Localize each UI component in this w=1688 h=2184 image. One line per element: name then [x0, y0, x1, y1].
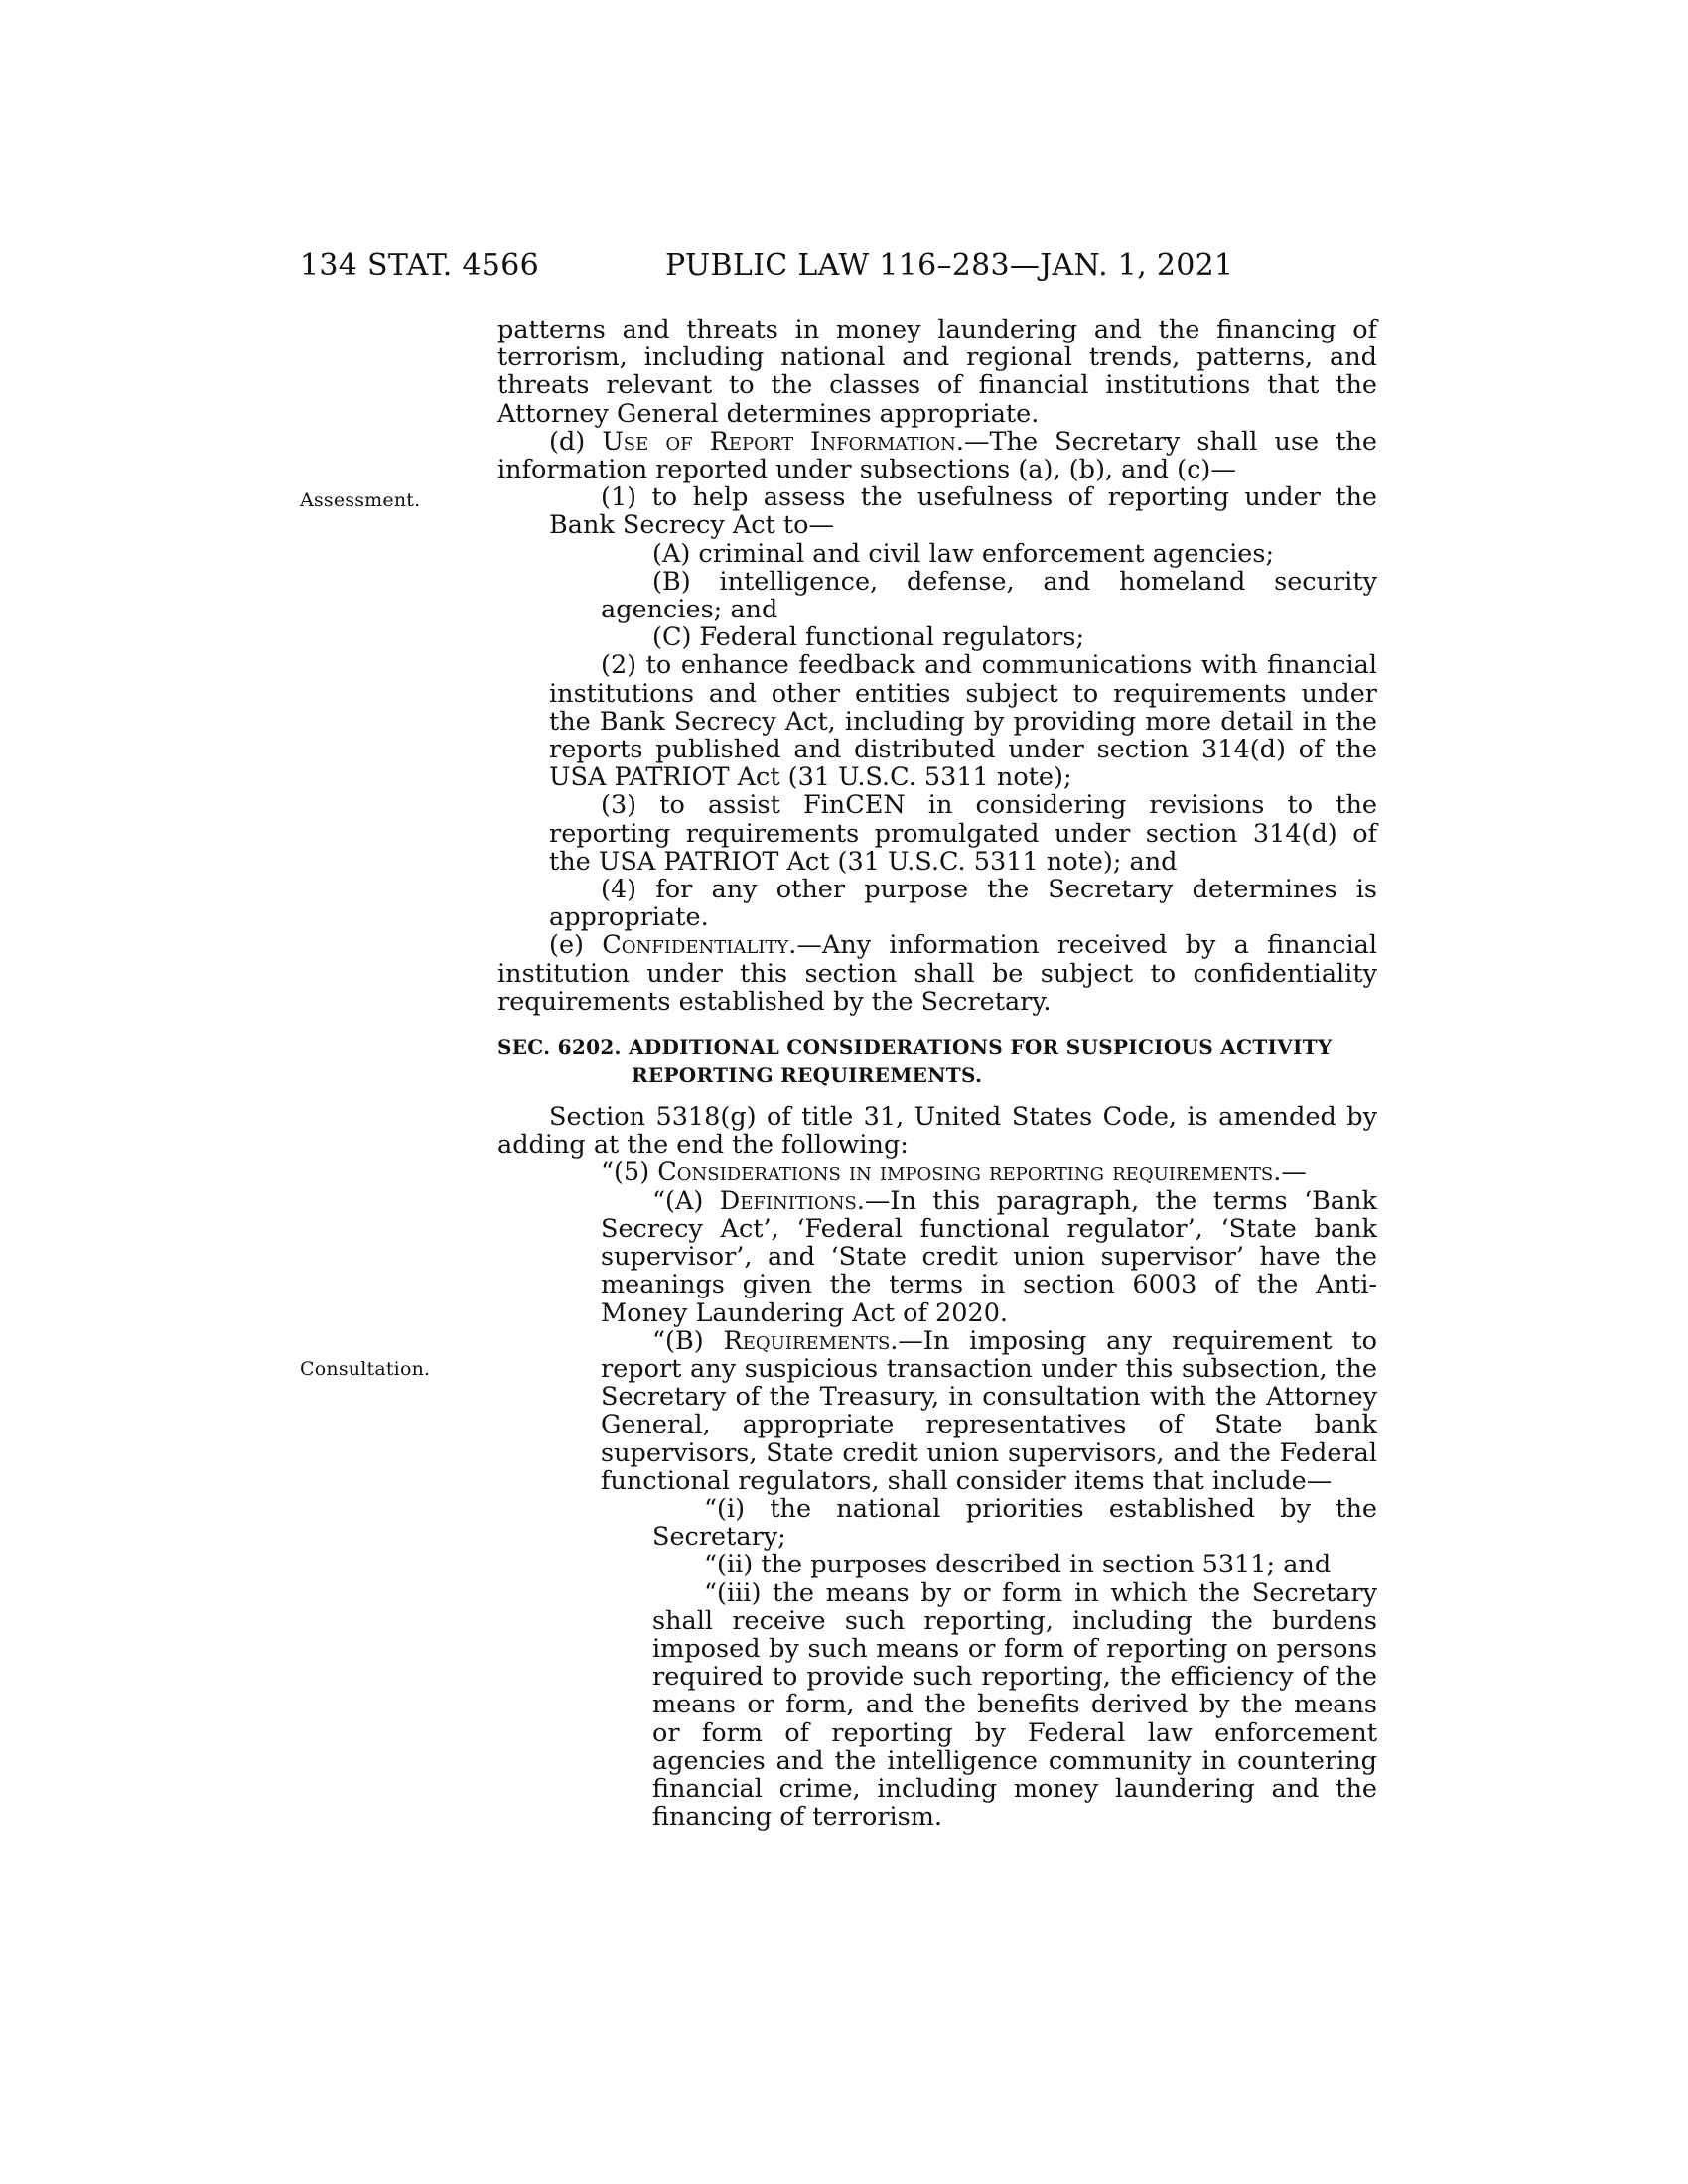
document-body — [497, 316, 1377, 1831]
subsection-d-label: (d) — [549, 426, 603, 457]
subsection-e-heading: Confidentiality. — [602, 930, 797, 961]
subparagraph-A-text: —In this paragraph, the terms ‘Bank Secrecy Act’, ‘Federal functional regulator’, ‘State bank supervisor’, and ‘State credit union supervisor’ have the meanings given the terms in section 6003 of the Anti-Money Laundering Act of 2020. — [601, 1185, 1377, 1328]
subparagraph-B-heading: Requirements. — [723, 1325, 899, 1356]
subparagraph-B-text: —In imposing any requirement to report any suspicious transaction under this subsection, the Secretary of the Treasury, in consultation with the Attorney General, appropriate representatives of State bank supervisors, State credit union supervisors, and the Federal functional regulators, shall consider items that include— — [601, 1325, 1377, 1496]
running-header: PUBLIC LAW 116–283—JAN. 1, 2021 — [665, 248, 1234, 283]
subsection-d-heading: Use of Report Information. — [602, 426, 965, 457]
paragraph-continuation: patterns and threats in money laundering and the financing of terrorism, including national and regional trends, patterns, and threats relevant to the classes of financial institutions that the Attorney General determines appropriate. — [497, 315, 1377, 429]
paragraph-5-label: “(5) — [601, 1158, 658, 1188]
clause-ii: “(ii) the purposes described in section 5311; and — [704, 1550, 1332, 1580]
paragraph-d3: (3) to assist FinCEN in considering revisions to the reporting requirements promulgated under section 314(d) of the USA PATRIOT Act (31 U.S.C. 5311 note); and — [549, 790, 1377, 877]
subparagraph-dA: (A) criminal and civil law enforcement agencies; — [652, 538, 1275, 569]
paragraph-d1: (1) to help assess the usefulness of reporting under the Bank Secrecy Act to— — [549, 482, 1377, 541]
subsection-d — [497, 428, 1377, 483]
subparagraph-dB: (B) intelligence, defense, and homeland security agencies; and — [601, 566, 1377, 625]
subparagraph-B-label: “(B) — [652, 1325, 724, 1356]
paragraph-5-dash: — — [1281, 1158, 1307, 1188]
subparagraph-A-heading: Definitions. — [719, 1185, 865, 1216]
subsection-e-label: (e) — [549, 930, 603, 961]
subsection-d-text: —The Secretary shall use the information reported under subsections (a), (b), and (c)— — [497, 426, 1377, 485]
paragraph-d2: (2) to enhance feedback and communications with financial institutions and other entities subject to requirements under the Bank Secrecy Act, including by providing more detail in the reports published and distributed under section 314(d) of the USA PATRIOT Act (31 U.S.C. 5311 note); — [549, 650, 1377, 793]
paragraph-5 — [497, 1159, 1377, 1186]
margin-note-consultation: Consultation. — [300, 1358, 431, 1380]
paragraph-d4: (4) for any other purpose the Secretary determines is appropriate. — [549, 875, 1377, 933]
section-intro: Section 5318(g) of title 31, United States Code, is amended by adding at the end the following: — [497, 1102, 1377, 1160]
subparagraph-dC: (C) Federal functional regulators; — [652, 622, 1085, 653]
subparagraph-A — [497, 1187, 1377, 1327]
subparagraph-A-label: “(A) — [652, 1185, 720, 1216]
subsection-e-text: —Any information received by a financial institution under this section shall be subject to confidentiality requirements established by the Secretary. — [497, 930, 1378, 1017]
subsection-e — [497, 931, 1377, 1016]
paragraph-5-heading: Considerations in imposing reporting requirements. — [657, 1158, 1282, 1188]
clause-i: “(i) the national priorities established by the Secretary; — [652, 1493, 1377, 1553]
margin-note-assessment: Assessment. — [300, 489, 421, 511]
subparagraph-B — [497, 1327, 1377, 1495]
clause-iii: “(iii) the means by or form in which the Secretary shall receive such reporting, including the burdens imposed by such means or form of reporting on persons required to provide such reporting, the efficiency of the means or form, and the benefits derived by the means or form of reporting by Federal law enforcement agencies and the intelligence community in countering financial crime, including money laundering and the financing of terrorism. — [652, 1577, 1377, 1833]
page-stat-citation: 134 STAT. 4566 — [300, 248, 539, 283]
section-heading: SEC. 6202. ADDITIONAL CONSIDERATIONS FOR SUSPICIOUS ACTIVITY REPORTING REQUIREMENTS. — [497, 1035, 1333, 1088]
